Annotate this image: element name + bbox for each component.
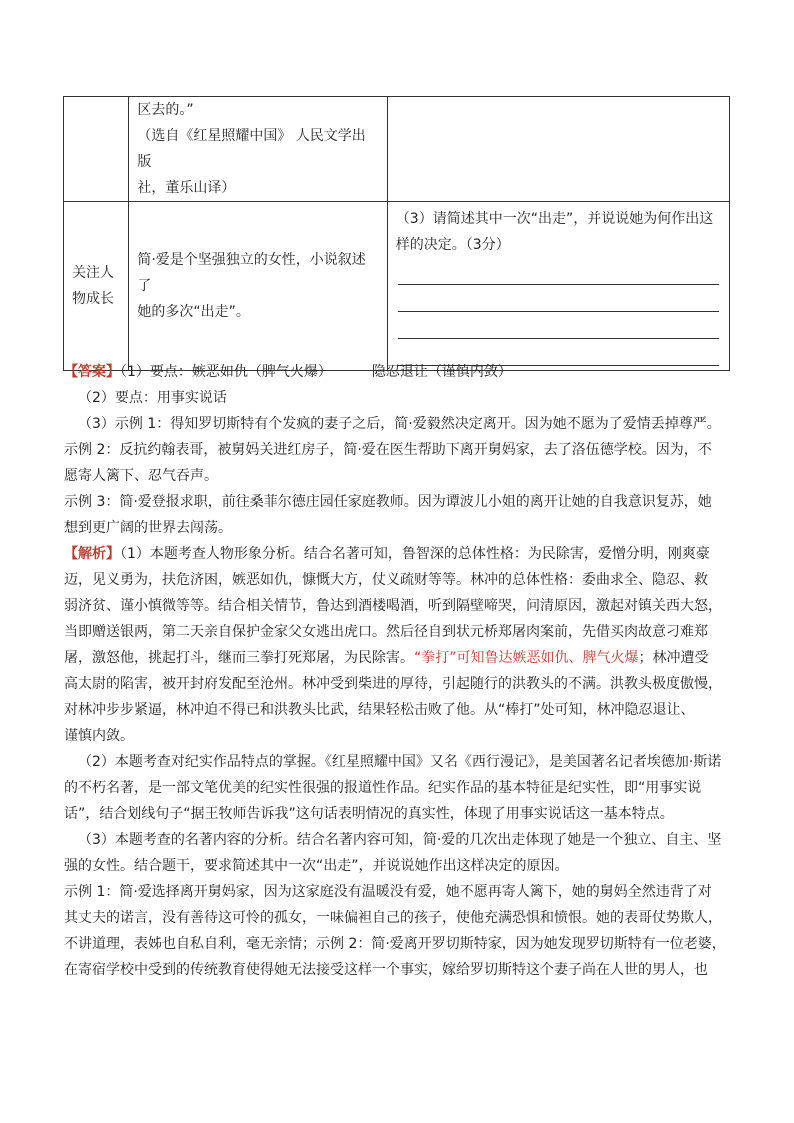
analysis-line: 对林冲步步紧逼，林冲迫不得已和洪教头比武，结果轻松击败了他。从“棒打”处可知，林冲隐忍退让、 <box>64 702 695 718</box>
answer-blank-line[interactable] <box>398 258 719 285</box>
analysis-line: 示例 1：简·爱选择离开舅妈家，因为这家庭没有温暖没有爱，她不愿再寄人篱下，她的舅妈全然违背了对 <box>64 884 712 900</box>
analysis-line: 高太尉的陷害，被开封府发配至沧州。林冲受到柴进的厚待，引起随行的洪教头的不满。洪教头极度傲慢， <box>64 676 722 692</box>
source-cell <box>129 97 387 202</box>
analysis-line: 谨慎内敛。 <box>64 728 134 744</box>
text-line: 物成长 <box>72 291 114 307</box>
description-cell <box>129 202 387 371</box>
table-cell <box>64 97 129 202</box>
analysis-line: （2）本题考查对纪实作品特点的掌握。《红星照耀中国》又名《西行漫记》，是美国著名记者埃德加·斯诺 <box>78 754 722 770</box>
analysis-line: （3）本题考查的名著内容的分析。结合名著内容可知，简·爱的几次出走体现了她是一个独立、自主、坚 <box>78 832 722 848</box>
table-row <box>64 97 730 202</box>
answer-line: 【答案】（1）要点：嫉恶如仇（脾气火爆） 隐忍退让（谨慎内敛） <box>64 364 512 380</box>
analysis-line: 的不朽名著，是一部文笔优美的纪实性很强的报道性作品。纪实作品的基本特征是纪实性，即“用事实说 <box>64 780 702 796</box>
answer-line: 示例 2：反抗约翰表哥，被舅妈关进红房子，简·爱在医生帮助下离开舅妈家，去了洛伍德学校。因为，不 <box>64 442 712 458</box>
analysis-line: 当即赠送银两，第二天亲自保护金家父女逃出虎口。然后径自到状元桥郑屠肉案前，先借买肉故意刁难郑 <box>64 624 708 640</box>
analysis-line: 【解析】（1）本题考查人物形象分析。结合名著可知，鲁智深的总体性格：为民除害，爱憎分明，刚爽豪 <box>64 546 710 562</box>
text-line: （3）请简述其中一次“出走”，并说说她为何作出这 <box>395 211 714 227</box>
answer-blank-line[interactable] <box>398 285 719 312</box>
answer-line: 示例 3：简·爱登报求职，前往桑菲尔德庄园任家庭教师。因为谭波儿小姐的离开让她的自我意识复苏，她 <box>64 494 712 510</box>
category-cell <box>64 202 129 371</box>
text-line: 关注人 <box>72 265 114 281</box>
analysis-line: 屠，激怒他，挑起打斗，继而三拳打死郑屠，为民除害。“拳打”可知鲁达嫉恶如仇、脾气火爆；林冲遭受 <box>64 650 709 666</box>
text-line: 样的决定。（3分） <box>395 237 510 253</box>
table-cell <box>387 97 729 202</box>
table-row <box>64 202 730 371</box>
text-line: 区去的。” <box>137 102 194 118</box>
answer-section <box>64 359 734 983</box>
question-cell <box>387 202 729 371</box>
question-table <box>63 96 730 371</box>
text-line: （选自《红星照耀中国》 人民文学出版 <box>137 128 366 170</box>
analysis-line: 强的女性。结合题干，要求简述其中一次“出走”，并说说她作出这样决定的原因。 <box>64 858 569 874</box>
answer-line: （2）要点：用事实说话 <box>78 390 227 406</box>
analysis-line: 话”，结合划线句子“据王牧师告诉我”这句话表明情况的真实性，体现了用事实说话这一基本特点。 <box>64 806 674 822</box>
text-line: 社，董乐山译） <box>137 180 236 196</box>
highlight-text: “拳打”可知鲁达嫉恶如仇、脾气火爆 <box>414 650 639 666</box>
answer-tag: 【答案】 <box>64 364 120 380</box>
answer-line: 想到更广阔的世界去闯荡。 <box>64 520 232 536</box>
answer-line: 愿寄人篱下、忍气吞声。 <box>64 468 218 484</box>
analysis-line: 不讲道理，表姊也自私自利，毫无亲情；示例 2：简·爱离开罗切斯特家，因为她发现罗切斯特有一位老婆， <box>64 936 726 952</box>
analysis-line: 其丈夫的诺言，没有善待这可怜的孤女，一味偏袒自己的孩子，使他充满恐惧和愤恨。她的表哥仗势欺人， <box>64 910 722 926</box>
analysis-line: 在寄宿学校中受到的传统教育使得她无法接受这样一个事实，嫁给罗切斯特这个妻子尚在人世的男人，也 <box>64 962 708 978</box>
text-line: 她的多次“出走”。 <box>137 304 250 320</box>
answer-line: （3）示例 1：得知罗切斯特有个发疯的妻子之后，简·爱毅然决定离开。因为她不愿为了爱情丢掉尊严。 <box>78 416 721 432</box>
text-line: 简·爱是个坚强独立的女性，小说叙述了 <box>137 252 366 294</box>
analysis-line: 弱济贫、谨小慎微等等。结合相关情节，鲁达到酒楼喝酒，听到隔壁啼哭，问清原因，激起对镇关西大怒， <box>64 598 722 614</box>
analysis-tag: 【解析】 <box>64 546 120 562</box>
answer-blank-line[interactable] <box>398 312 719 339</box>
analysis-line: 迈，见义勇为，扶危济困，嫉恶如仇，慷慨大方，仗义疏财等等。林冲的总体性格：委曲求全、隐忍、救 <box>64 572 708 588</box>
